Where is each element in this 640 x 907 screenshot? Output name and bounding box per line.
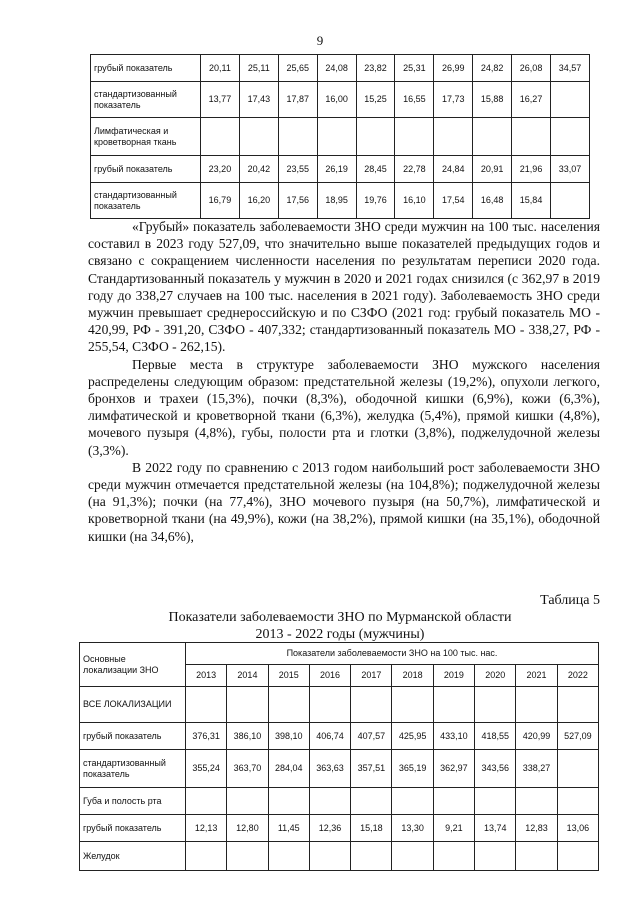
table-cell: 15,84 xyxy=(512,183,551,219)
table-cell: 15,18 xyxy=(351,815,392,842)
table-row xyxy=(91,156,590,183)
table-cell: 26,19 xyxy=(317,156,356,183)
table-cell: 407,57 xyxy=(351,723,392,750)
table-cell xyxy=(475,788,516,815)
table-cell xyxy=(268,788,309,815)
table-cell: 362,97 xyxy=(433,750,474,788)
table-cell xyxy=(351,687,392,723)
year-header: 2017 xyxy=(351,665,392,687)
row-label: грубый показатель xyxy=(91,55,201,82)
table-cell xyxy=(351,842,392,871)
table-cell xyxy=(201,118,240,156)
table-cell: 26,99 xyxy=(434,55,473,82)
table-cell xyxy=(268,842,309,871)
table-cell xyxy=(186,842,227,871)
row-label: Желудок xyxy=(80,842,186,871)
row-label: ВСЕ ЛОКАЛИЗАЦИИ xyxy=(80,687,186,723)
year-header: 2020 xyxy=(475,665,516,687)
table-cell xyxy=(392,687,433,723)
table-cell xyxy=(551,118,590,156)
table-cell: 13,74 xyxy=(475,815,516,842)
table-cell xyxy=(434,118,473,156)
table-cell xyxy=(475,687,516,723)
table-cell: 16,10 xyxy=(395,183,434,219)
table-row xyxy=(80,687,599,723)
table-cell: 16,20 xyxy=(239,183,278,219)
table-cell: 363,63 xyxy=(309,750,350,788)
table-cell: 284,04 xyxy=(268,750,309,788)
table-row xyxy=(80,750,599,788)
table-cell: 433,10 xyxy=(433,723,474,750)
table-cell xyxy=(268,687,309,723)
table-cell: 420,99 xyxy=(516,723,557,750)
table-cell: 19,76 xyxy=(356,183,395,219)
table-cell: 24,84 xyxy=(434,156,473,183)
header-localization: Основные локализации ЗНО xyxy=(80,643,186,687)
table-cell: 33,07 xyxy=(551,156,590,183)
table-cell xyxy=(475,842,516,871)
table-cell: 376,31 xyxy=(186,723,227,750)
table-cell xyxy=(395,118,434,156)
table-cell: 23,55 xyxy=(278,156,317,183)
table-cell xyxy=(557,842,598,871)
table-cell xyxy=(516,788,557,815)
table-title: Показатели заболеваемости ЗНО по Мурманской области xyxy=(168,610,512,625)
table-cell xyxy=(433,842,474,871)
table-cell xyxy=(227,788,268,815)
table-cell: 20,42 xyxy=(239,156,278,183)
table-cell xyxy=(512,118,551,156)
header-group: Показатели заболеваемости ЗНО на 100 тыс. нас. xyxy=(186,643,599,665)
table-row xyxy=(80,788,599,815)
table-cell: 386,10 xyxy=(227,723,268,750)
table-cell: 17,43 xyxy=(239,82,278,118)
table-cell xyxy=(309,788,350,815)
table-cell xyxy=(433,687,474,723)
table-cell: 18,95 xyxy=(317,183,356,219)
table-cell: 20,91 xyxy=(473,156,512,183)
table-cell xyxy=(317,118,356,156)
table-cell xyxy=(309,687,350,723)
table-cell xyxy=(557,687,598,723)
table-cell: 16,00 xyxy=(317,82,356,118)
table-cell xyxy=(473,118,512,156)
table-cell xyxy=(557,750,598,788)
table-cell: 343,56 xyxy=(475,750,516,788)
row-label: Лимфатическая и кроветворная ткань xyxy=(91,118,201,156)
table-cell xyxy=(186,687,227,723)
year-header: 2014 xyxy=(227,665,268,687)
table-cell: 17,73 xyxy=(434,82,473,118)
table-cell xyxy=(551,82,590,118)
year-header: 2013 xyxy=(186,665,227,687)
year-header: 2019 xyxy=(433,665,474,687)
row-label: грубый показатель xyxy=(91,156,201,183)
table-cell: 23,20 xyxy=(201,156,240,183)
table-cell xyxy=(309,842,350,871)
row-label: стандартизованный показатель xyxy=(80,750,186,788)
table-cell: 24,08 xyxy=(317,55,356,82)
table-cell: 9,21 xyxy=(433,815,474,842)
row-label: стандартизованный показатель xyxy=(91,183,201,219)
table-cell xyxy=(186,788,227,815)
table-cell: 365,19 xyxy=(392,750,433,788)
table-cell: 425,95 xyxy=(392,723,433,750)
table-cell xyxy=(516,842,557,871)
table-cell: 11,45 xyxy=(268,815,309,842)
table-cell: 21,96 xyxy=(512,156,551,183)
table-cell: 15,88 xyxy=(473,82,512,118)
incidence-table-continued xyxy=(90,54,590,219)
table-cell xyxy=(392,788,433,815)
page-number: 9 xyxy=(316,33,324,48)
table-cell: 25,11 xyxy=(239,55,278,82)
table-cell xyxy=(392,842,433,871)
table-cell: 34,57 xyxy=(551,55,590,82)
paragraph-structure: Первые места в структуре заболеваемости ЗНО мужского населения распределены следующим образом: предстательной железы (19,2%), опухоли легкого, бронхов и трахеи (15,3%), почки (8,3%), ободочной кишки (6,9%), кожи (6,3%), лимфатической и кроветворной ткани (6,3%), желудка (5,4%), прямой кишки (4,8%), мочевого пузыря (4,8%), губы, полости рта и глотки (3,8%), поджелудочной железы (3,3%). xyxy=(88,356,600,458)
year-header: 2016 xyxy=(309,665,350,687)
table-cell xyxy=(351,788,392,815)
table-cell: 338,27 xyxy=(516,750,557,788)
row-label: стандартизованный показатель xyxy=(91,82,201,118)
table-label: Таблица 5 xyxy=(540,593,600,608)
table-cell: 13,30 xyxy=(392,815,433,842)
year-header: 2015 xyxy=(268,665,309,687)
table-cell: 16,79 xyxy=(201,183,240,219)
table-cell: 15,25 xyxy=(356,82,395,118)
table-cell: 363,70 xyxy=(227,750,268,788)
year-header: 2022 xyxy=(557,665,598,687)
table-row xyxy=(91,55,590,82)
table-cell: 398,10 xyxy=(268,723,309,750)
table-cell xyxy=(227,842,268,871)
row-label: грубый показатель xyxy=(80,723,186,750)
row-label: Губа и полость рта xyxy=(80,788,186,815)
table-cell: 28,45 xyxy=(356,156,395,183)
table-cell: 24,82 xyxy=(473,55,512,82)
table-cell: 20,11 xyxy=(201,55,240,82)
table-cell: 12,80 xyxy=(227,815,268,842)
table-row xyxy=(80,723,599,750)
table-cell xyxy=(551,183,590,219)
table-row xyxy=(91,82,590,118)
table-cell: 22,78 xyxy=(395,156,434,183)
table-cell: 527,09 xyxy=(557,723,598,750)
table-cell: 17,54 xyxy=(434,183,473,219)
table-cell xyxy=(278,118,317,156)
table-cell: 25,65 xyxy=(278,55,317,82)
table-cell xyxy=(557,788,598,815)
table-cell xyxy=(239,118,278,156)
paragraph-growth: В 2022 году по сравнению с 2013 годом наибольший рост заболеваемости ЗНО среди мужчин отмечается предстательной железы (на 104,8%); поджелудочной железы (на 91,3%); почки (на 77,4%), ЗНО мочевого пузыря (на 50,7%), лимфатической и кроветворной ткани (на 49,9%), кожи (на 38,2%), прямой кишки (на 35,1%), ободочной кишки (на 34,6%), xyxy=(88,459,600,544)
row-label: грубый показатель xyxy=(80,815,186,842)
table-cell: 13,77 xyxy=(201,82,240,118)
table-cell: 17,56 xyxy=(278,183,317,219)
table-cell xyxy=(356,118,395,156)
year-header: 2018 xyxy=(392,665,433,687)
table-cell: 13,06 xyxy=(557,815,598,842)
body-text xyxy=(88,218,600,545)
table-cell: 12,36 xyxy=(309,815,350,842)
year-header: 2021 xyxy=(516,665,557,687)
table-cell: 418,55 xyxy=(475,723,516,750)
table-cell xyxy=(227,687,268,723)
table-5 xyxy=(79,642,599,871)
table-cell xyxy=(433,788,474,815)
table-cell xyxy=(516,687,557,723)
table-cell: 26,08 xyxy=(512,55,551,82)
table-subtitle: 2013 - 2022 годы (мужчины) xyxy=(255,627,425,642)
table-cell: 357,51 xyxy=(351,750,392,788)
table-cell: 17,87 xyxy=(278,82,317,118)
table-cell: 16,55 xyxy=(395,82,434,118)
table-row xyxy=(80,842,599,871)
table-row xyxy=(80,815,599,842)
table-cell: 16,27 xyxy=(512,82,551,118)
table-cell: 12,13 xyxy=(186,815,227,842)
table-cell: 406,74 xyxy=(309,723,350,750)
table-cell: 25,31 xyxy=(395,55,434,82)
table-cell: 355,24 xyxy=(186,750,227,788)
paragraph-crude-rate: «Грубый» показатель заболеваемости ЗНО среди мужчин на 100 тыс. населения составил в 2023 году 527,09, что значительно выше показателей предыдущих годов и связано с сокращением численности населения по результатам переписи 2020 года. Стандартизованный показатель у мужчин в 2020 и 2021 годах снизился (с 362,97 в 2019 году до 338,27 случаев на 100 тыс. населения в 2021 году). Заболеваемость ЗНО среди мужчин превышает среднероссийскую и по СЗФО (2021 год: грубый показатель МО - 420,99, РФ - 391,20, СЗФО - 407,332; стандартизованный показатель МО - 338,27, РФ - 255,54, СЗФО - 262,15). xyxy=(88,219,600,355)
table-cell: 12,83 xyxy=(516,815,557,842)
table-cell: 23,82 xyxy=(356,55,395,82)
table-row xyxy=(91,183,590,219)
table-cell: 16,48 xyxy=(473,183,512,219)
table-row xyxy=(91,118,590,156)
